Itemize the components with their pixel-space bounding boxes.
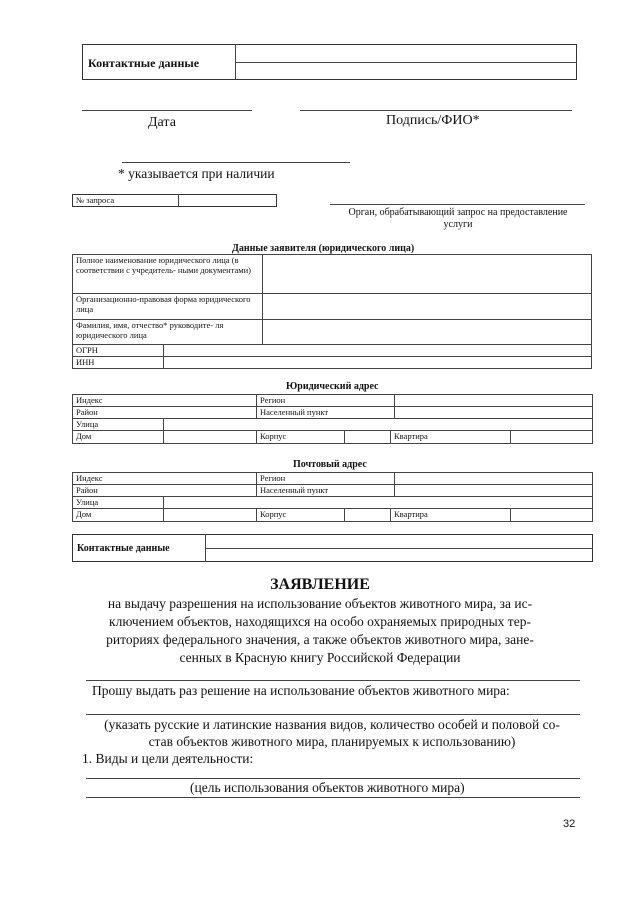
postal-address-table [72, 472, 593, 497]
applicant-fullname-label: Полное наименование юридического лица (в соответствии с учредитель- ными документами) [73, 255, 263, 294]
request-top-line [86, 680, 580, 681]
statement-line-4: сенных в Красную книгу Российской Федерации [179, 650, 461, 665]
species-hint-2: став объектов животного мира, планируемых к использованию) [148, 734, 516, 749]
statement-line-1: на выдачу разрешения на использование объектов животного мира, за ис- [107, 596, 533, 611]
organ-line [330, 204, 585, 205]
applicant-form-value[interactable] [263, 294, 592, 320]
bottom-contact-label: Контактные данные [77, 543, 170, 554]
legal-address-heading: Юридический адрес [286, 381, 379, 392]
legal-index-label: Индекс [73, 395, 257, 407]
legal-building-value[interactable] [345, 431, 391, 444]
statement-line-2: ключением объектов, находящихся на особо охраняемых природных тер- [109, 614, 531, 629]
ogrn-label: ОГРН [73, 345, 164, 357]
postal-street-value[interactable] [164, 497, 593, 509]
request-text: Прошу выдать раз решение на использование объектов животного мира: [92, 683, 510, 698]
purpose-hint: (цель использования объектов животного мира) [190, 780, 465, 795]
legal-house-label: Дом [73, 431, 164, 444]
statement-line-3: риториях федерального значения, а также объектов животного мира, зане- [106, 632, 534, 647]
postal-settlement-label: Населенный пункт [257, 485, 395, 497]
date-label: Дата [148, 115, 176, 130]
top-contact-label: Контактные данные [88, 56, 200, 70]
postal-apartment-label: Квартира [391, 509, 511, 522]
legal-street-label: Улица [73, 419, 164, 431]
page-number: 32 [563, 818, 576, 830]
postal-house-value[interactable] [164, 509, 257, 522]
date-line [82, 110, 252, 111]
ogrn-value[interactable] [164, 345, 592, 357]
applicant-head-name-value[interactable] [263, 320, 592, 345]
postal-house-label: Дом [73, 509, 164, 522]
postal-apartment-value[interactable] [511, 509, 593, 522]
footnote-line [122, 162, 350, 163]
applicant-heading: Данные заявителя (юридического лица) [232, 243, 415, 254]
activity-line [86, 778, 580, 779]
legal-region-label: Регион [257, 395, 395, 407]
postal-settlement-value[interactable] [395, 485, 593, 497]
request-number-divider [178, 194, 179, 207]
legal-settlement-label: Населенный пункт [257, 407, 395, 419]
legal-region-value[interactable] [395, 395, 593, 407]
legal-house-table [72, 430, 593, 444]
species-hint-1: (указать русские и латинские названия видов, количество особей и половой со- [104, 717, 560, 732]
species-line [86, 714, 580, 715]
postal-building-label: Корпус [257, 509, 345, 522]
postal-index-label: Индекс [73, 473, 257, 485]
inn-value[interactable] [164, 357, 592, 369]
postal-district-label: Район [73, 485, 257, 497]
legal-apartment-value[interactable] [511, 431, 593, 444]
applicant-table [72, 254, 592, 345]
applicant-head-name-label: Фамилия, имя, отчество* руководите- ля юридического лица [73, 320, 263, 345]
applicant-fullname-value[interactable] [263, 255, 592, 294]
sign-label: Подпись/ФИО* [386, 113, 480, 128]
bottom-contact-midline [205, 548, 593, 549]
statement-title: ЗАЯВЛЕНИЕ [270, 576, 370, 593]
request-number-label: № запроса [76, 195, 115, 205]
inn-label: ИНН [73, 357, 164, 369]
legal-street-value[interactable] [164, 419, 593, 431]
legal-building-label: Корпус [257, 431, 345, 444]
postal-building-value[interactable] [345, 509, 391, 522]
postal-street-label: Улица [73, 497, 164, 509]
applicant-form-label: Организационно-правовая форма юридического лица [73, 294, 263, 320]
sign-line [300, 110, 572, 111]
legal-settlement-value[interactable] [395, 407, 593, 419]
legal-address-table [72, 394, 593, 419]
legal-house-value[interactable] [164, 431, 257, 444]
organ-label: Орган, обрабатывающий запрос на предоставление услуги [348, 207, 568, 230]
applicant-ids-table [72, 344, 592, 369]
postal-address-heading: Почтовый адрес [293, 459, 367, 470]
legal-district-label: Район [73, 407, 257, 419]
footnote-text: * указывается при наличии [118, 166, 275, 181]
postal-house-table [72, 508, 593, 522]
postal-region-value[interactable] [395, 473, 593, 485]
purpose-line [86, 797, 580, 798]
top-contact-midline [235, 62, 577, 63]
legal-apartment-label: Квартира [391, 431, 511, 444]
activity-label: 1. Виды и цели деятельности: [82, 751, 254, 766]
postal-region-label: Регион [257, 473, 395, 485]
